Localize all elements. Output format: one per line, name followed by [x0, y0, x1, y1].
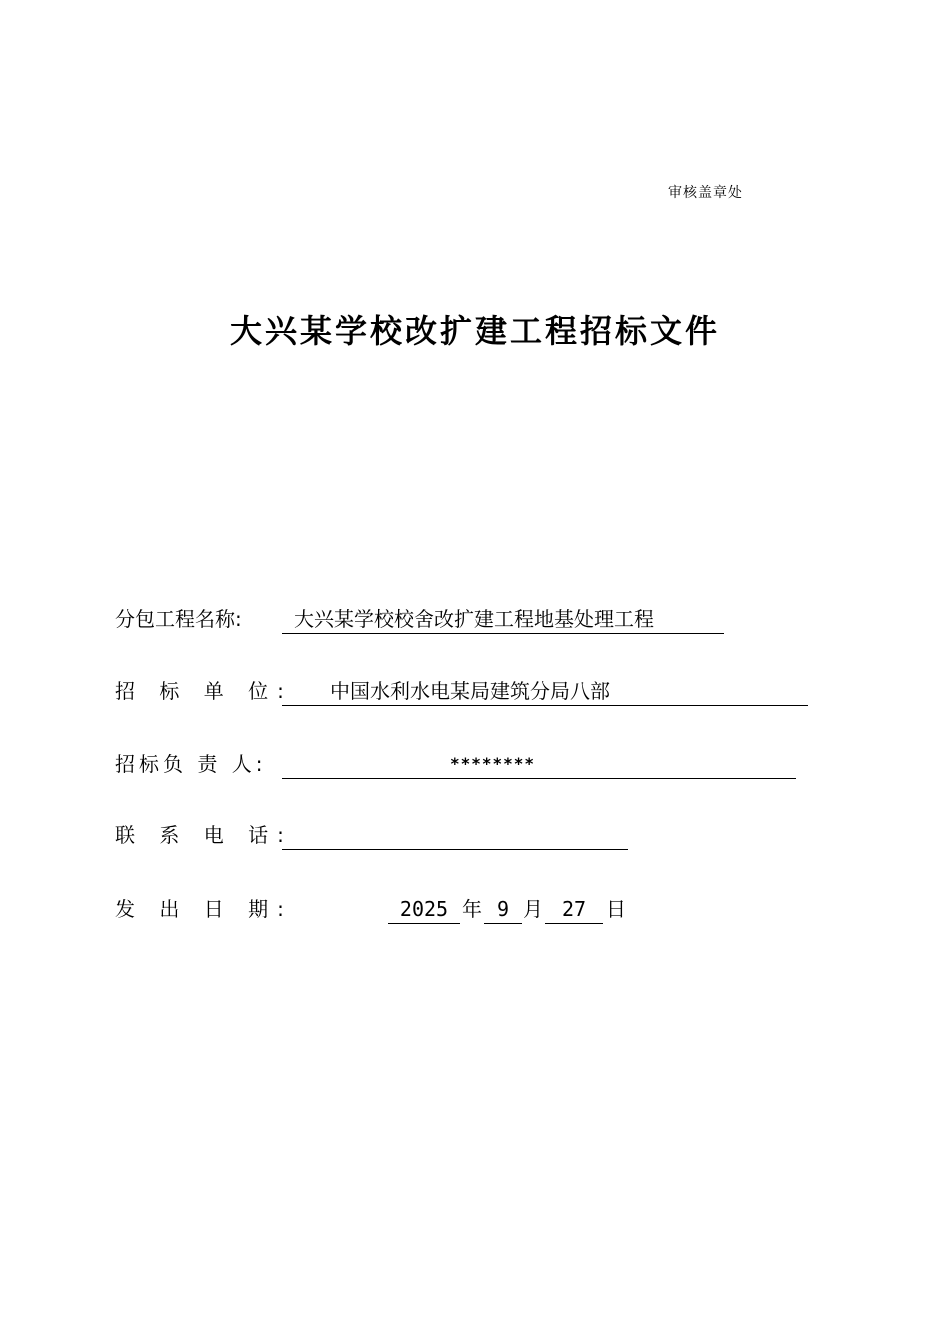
- tender-unit-value: 中国水利水电某局建筑分局八部: [282, 676, 808, 706]
- date-month: 9: [484, 894, 522, 924]
- responsible-label: 招标负 责 人:: [115, 752, 267, 776]
- responsible-value: ********: [282, 749, 796, 779]
- phone-value: [282, 820, 628, 850]
- date-year: 2025: [388, 894, 460, 924]
- date-month-unit: 月: [523, 897, 543, 921]
- issue-date-label: 发 出 日 期:: [115, 897, 293, 921]
- subproject-value: 大兴某学校校舍改扩建工程地基处理工程: [282, 604, 724, 634]
- stamp-note: 审核盖章处: [668, 185, 743, 201]
- date-day-unit: 日: [606, 897, 626, 921]
- phone-label: 联 系 电 话:: [115, 823, 293, 847]
- tender-unit-label: 招 标 单 位:: [115, 679, 293, 703]
- document-title: 大兴某学校改扩建工程招标文件: [229, 312, 720, 350]
- date-day: 27: [545, 894, 603, 924]
- subproject-label: 分包工程名称:: [115, 607, 242, 631]
- date-year-unit: 年: [462, 897, 482, 921]
